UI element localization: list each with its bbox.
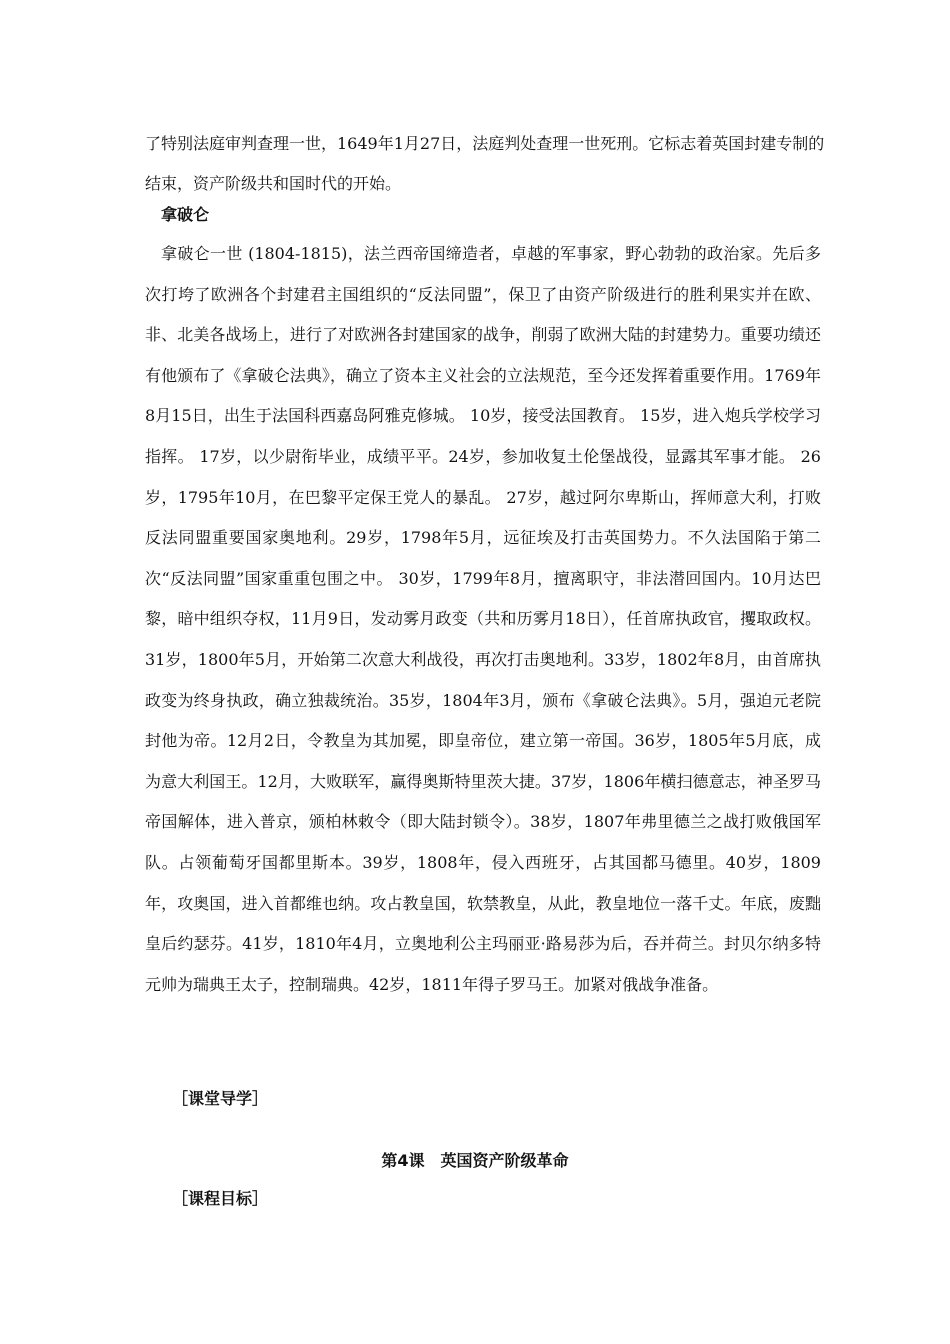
napoleon-heading: 拿破仑 (161, 205, 210, 224)
classroom-guide-heading: ［课堂导学］ (172, 1089, 269, 1108)
lesson-title: 第4课 英国资产阶级革命 (381, 1151, 569, 1170)
intro-text: 了特别法庭审判查理一世，1649年1月27日，法庭判处查理一世死刑。它标志着英国封建专制的结束，资产阶级共和国时代的开始。 (145, 134, 825, 193)
course-goals-heading: ［课程目标］ (172, 1189, 269, 1208)
napoleon-text: 拿破仑一世 (1804-1815)，法兰西帝国缔造者，卓越的军事家，野心勃勃的政治家。先后多次打垮了欧洲各个封建君主国组织的“反法同盟”，保卫了由资产阶级进行的胜利果实并在欧、非、北美各战场上，进行了对欧洲各封建国家的战争，削弱了欧洲大陆的封建势力。重要功绩还有他颁布了《拿破仑法典》，确立了资本主义社会的立法规范，至今还发挥着重要作用。1769年8月15日，出生于法国科西嘉岛阿雅克修城。 10岁，接受法国教育。 15岁，进入炮兵学校学习指挥。 17岁，以少尉衔毕业，成绩平平。24岁，参加收复土伦堡战役，显露其军事才能。 26岁，1795年10月，在巴黎平定保王党人的暴乱。 27岁，越过阿尔卑斯山，挥师意大利，打败反法同盟重要国家奥地利。29岁，1798年5月，远征埃及打击英国势力。不久法国陷于第二次“反法同盟”国家重重包围之中。 30岁，1799年8月，擅离职守，非法潜回国内。10月达巴黎，暗中组织夺权，11月9日，发动雾月政变（共和历雾月18日），任首席执政官，攫取政权。 31岁，1800年5月，开始第二次意大利战役，再次打击奥地利。33岁，1802年8月，由首席执政变为终身执政，确立独裁统治。35岁，1804年3月，颁布《拿破仑法典》。5月，强迫元老院封他为帝。12月2日，令教皇为其加冕，即皇帝位，建立第一帝国。36岁，1805年5月底，成为意大利国王。12月，大败联军，赢得奥斯特里茨大捷。37岁，1806年横扫德意志，神圣罗马帝国解体，进入普京，颁柏林敕令（即大陆封锁令）。38岁，1807年弗里德兰之战打败俄国军队。占领葡萄牙国都里斯本。39岁，1808年，侵入西班牙，占其国都马德里。40岁，1809年，攻奥国，进入首都维也纳。攻占教皇国，软禁教皇，从此，教皇地位一落千丈。年底，废黜皇后约瑟芬。41岁，1810年4月，立奥地利公主玛丽亚·路易莎为后，吞并荷兰。封贝尔纳多特元帅为瑞典王太子，控制瑞典。42岁，1811年得子罗马王。加紧对俄战争准备。 (145, 244, 821, 994)
napoleon-paragraph (145, 234, 821, 1005)
intro-paragraph (145, 124, 825, 204)
